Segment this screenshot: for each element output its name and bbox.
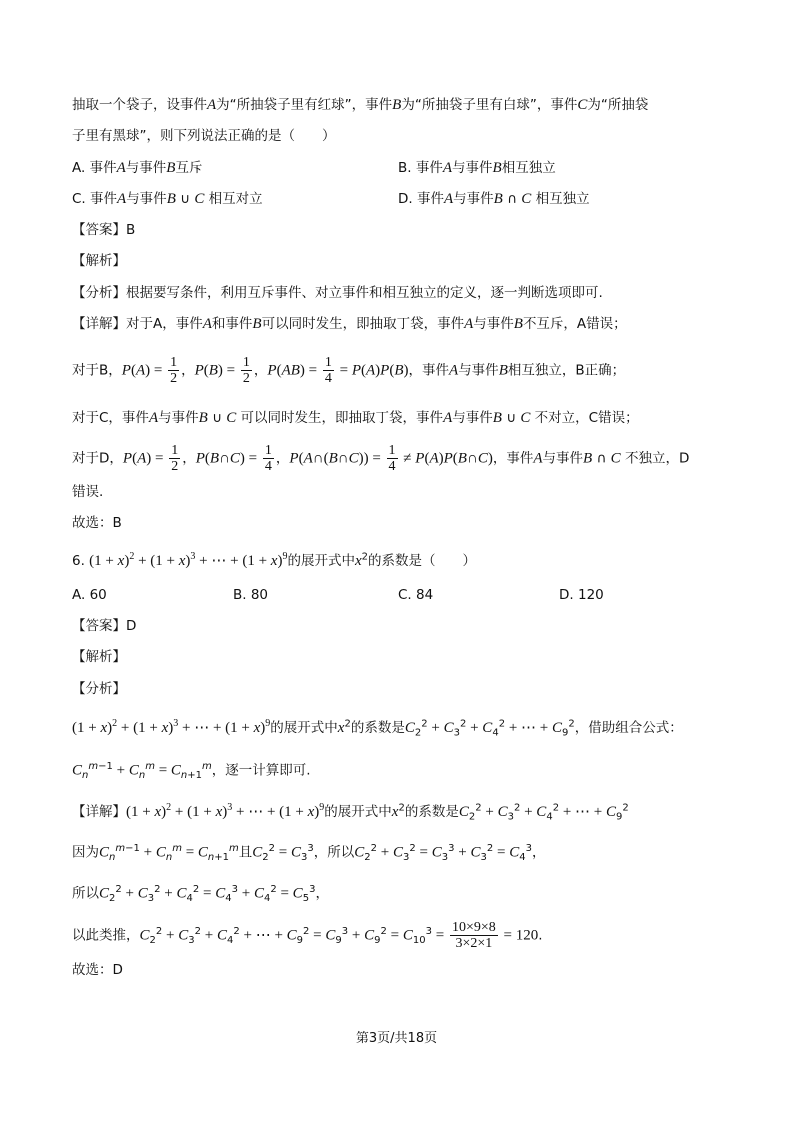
q5-choose: 故选：B — [72, 515, 122, 531]
q6-fenxi-line1: $(1 + x)^2 + (1 + x)^3$ + ⋯ + $(1 + x)^9$的展开式中$x^2$的系数是$C_2^2 + C_3^2 + C_4^2$ + ⋯ + $C_9^2$，借助组合公式： — [72, 718, 683, 739]
q6-detail-line3: 所以$C_2^2 + C_3^2 + C_4^2 = C_4^3 + C_4^2 = C_5^3$， — [72, 884, 329, 905]
q6-analysis-heading: 【解析】 — [72, 649, 126, 665]
q5-option-d: D. 事件A与事件B ∩ C 相互独立 — [398, 191, 590, 207]
q6-option-c: C. 84 — [398, 587, 434, 603]
q6-option-a: A. 60 — [72, 587, 107, 603]
q5-detail-d-line2: 错误. — [72, 484, 104, 500]
q6-choose: 故选：D — [72, 962, 123, 978]
q6-detail-line4: 以此类推，$C_2^2 + C_3^2 + C_4^2$ + ⋯ + $C_9^2 = C_9^3 + C_9^2 = C_{10}^3$ = $\frac{10\times 9\times 8}{3\times 2\times 1}$ = 120. — [72, 920, 543, 951]
q5-analysis-heading: 【解析】 — [72, 253, 126, 269]
q6-detail-line1: 【详解】$(1 + x)^2 + (1 + x)^3$ + ⋯ + $(1 + x)^9$的展开式中$x^2$的系数是$C_2^2 + C_3^2 + C_4^2$ + ⋯ + $C_9^2$ — [72, 802, 629, 823]
q5-fenxi: 【分析】根据要写条件，利用互斥事件、对立事件和相互独立的定义，逐一判断选项即可. — [72, 285, 603, 301]
q5-detail-b: 对于B，P(A) = $\frac{1}{2}$ ，P(B) = $\frac{1}{2}$ ，P(AB) = $\frac{1}{4}$ = P(A)P(B)，事件A与事件B相互独立，B正确； — [72, 355, 626, 386]
q5-detail-c: 对于C，事件A与事件B ∪ C 可以同时发生，即抽取丁袋，事件A与事件B ∪ C 不对立，C错误； — [72, 410, 639, 426]
q5-detail-d: 对于D，P(A) = $\frac{1}{2}$ ，P(B∩C) = $\frac{1}{4}$ ，P(A∩(B∩C)) = $\frac{1}{4}$ ≠ P(A)P(B∩C)，事件A与事件B ∩ C 不独立，D — [72, 443, 690, 474]
q6-option-b: B. 80 — [233, 587, 269, 603]
q6-stem: 6. $(1 + x)^2 + (1 + x)^3$ + ⋯ + $(1 + x)^9$的展开式中$x^2$的系数是（ ） — [72, 551, 476, 569]
q5-option-a: A. 事件A与事件B互斥 — [72, 160, 203, 176]
q5-option-b: B. 事件A与事件B相互独立 — [398, 160, 556, 176]
q5-stem-line1: 抽取一个袋子，设事件A为“所抽袋子里有红球”，事件B为“所抽袋子里有白球”，事件C为“所抽袋 — [72, 97, 649, 113]
q5-answer: 【答案】B — [72, 222, 136, 238]
q5-detail-a: 【详解】对于A，事件A和事件B可以同时发生，即抽取丁袋，事件A与事件B不互斥，A错误； — [72, 316, 627, 332]
q6-fenxi-heading: 【分析】 — [72, 681, 126, 697]
q5-option-c: C. 事件A与事件B ∪ C 相互对立 — [72, 191, 263, 207]
q6-option-d: D. 120 — [559, 587, 604, 603]
q6-fenxi-line2: $C_n^{m-1} + C_n^m = C_{n+1}^m$，逐一计算即可. — [72, 761, 311, 782]
q5-stem-line2: 子里有黑球”，则下列说法正确的是（ ） — [72, 128, 336, 144]
q6-answer: 【答案】D — [72, 618, 137, 634]
q6-detail-line2: 因为$C_n^{m-1} + C_n^m = C_{n+1}^m$且$C_2^2 = C_3^3$，所以$C_2^2 + C_3^2 = C_3^3 + C_3^2 = C_4^3$， — [72, 843, 546, 864]
page-footer: 第3页/共18页 — [355, 1031, 438, 1046]
